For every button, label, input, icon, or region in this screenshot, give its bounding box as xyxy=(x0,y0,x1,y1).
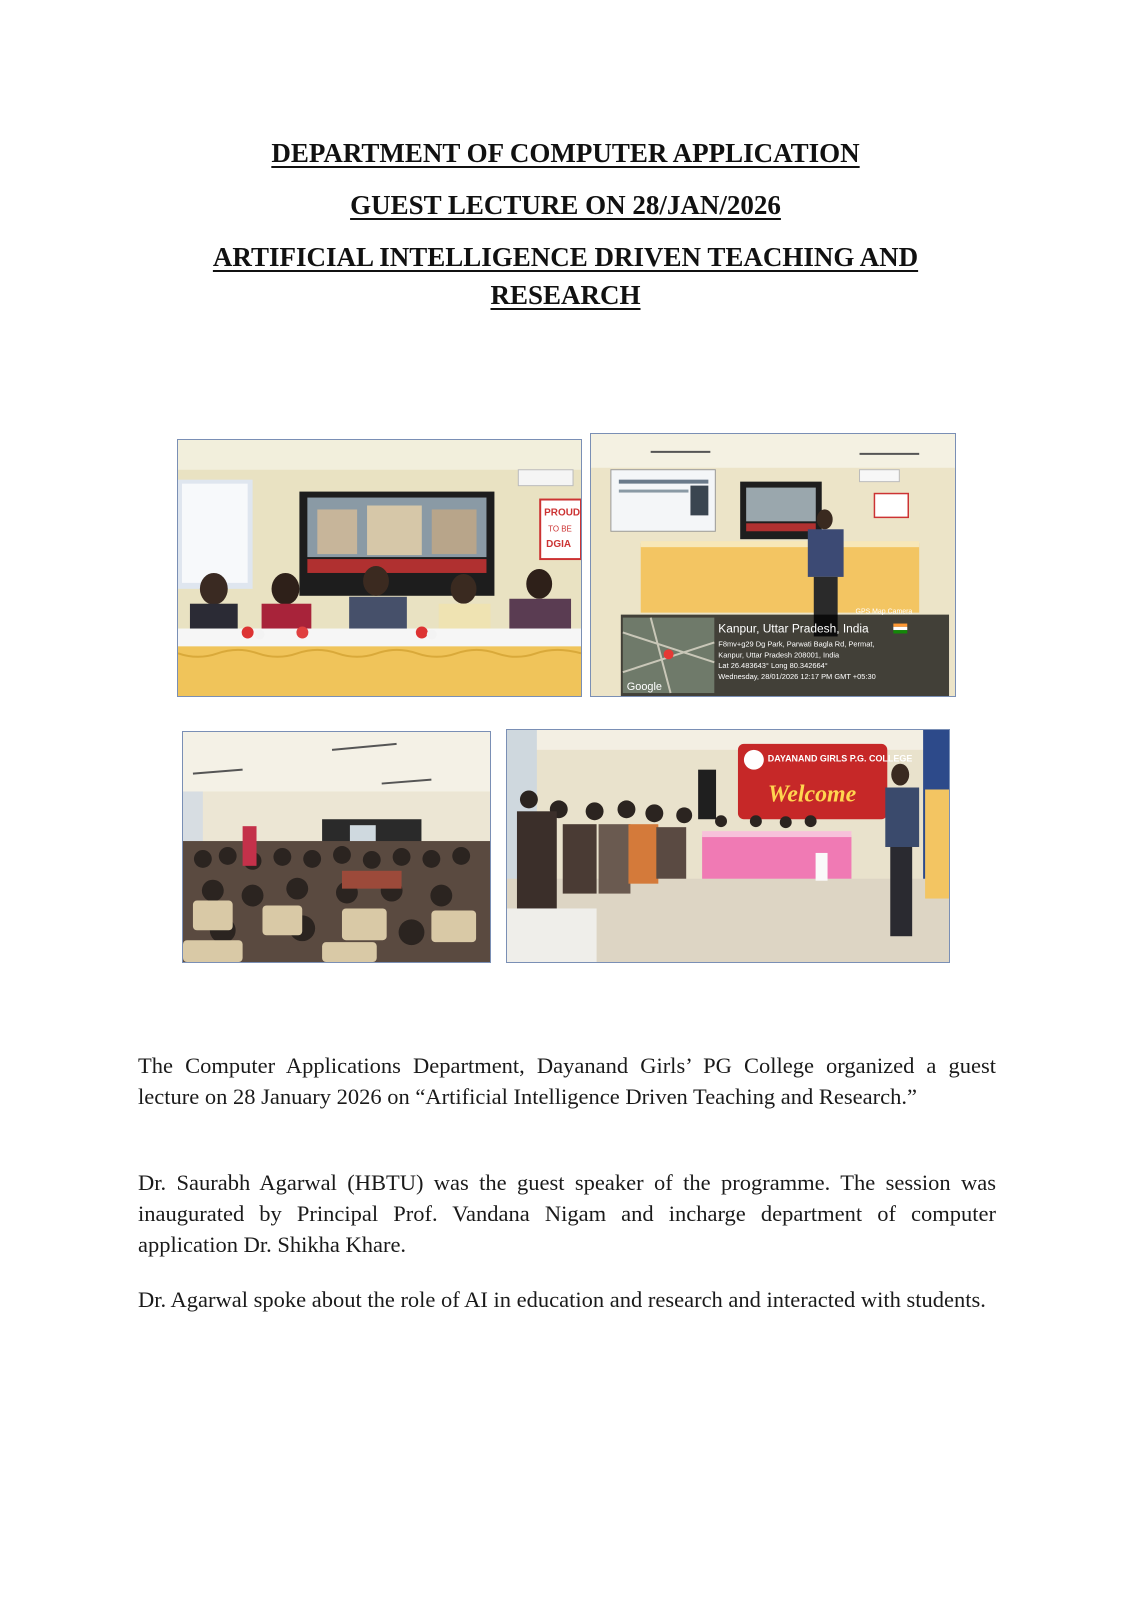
body-paragraph-interaction: Dr. Agarwal spoke about the role of AI in education and research and interacted with students. xyxy=(138,1287,986,1312)
svg-text:DGIA: DGIA xyxy=(546,539,572,551)
svg-text:TO BE: TO BE xyxy=(548,524,572,534)
svg-text:PROUD: PROUD xyxy=(544,507,581,519)
body-paragraph-speaker: Dr. Saurabh Agarwal (HBTU) was the guest speaker of the programme. The session was inaugurated by Principal Prof. Vandana Nigam and incharge department of computer application Dr. Shikha Khare. xyxy=(138,1170,996,1257)
geo-address-line2: Kanpur, Uttar Pradesh 208001, India xyxy=(718,650,840,660)
geo-address-line1: F8mv+g29 Dg Park, Parwati Bagla Rd, Permat, xyxy=(718,639,875,649)
photo-audience-hall xyxy=(182,731,491,963)
geo-datetime: Wednesday, 28/01/2026 12:17 PM GMT +05:30 xyxy=(718,672,876,682)
geo-city: Kanpur, Uttar Pradesh, India xyxy=(718,621,869,636)
geo-coordinates: Lat 26.483643° Long 80.342664° xyxy=(718,661,828,671)
lecture-title-heading-line1: ARTIFICIAL INTELLIGENCE DRIVEN TEACHING AND xyxy=(212,242,919,272)
camera-app-label: GPS Map Camera xyxy=(855,608,913,616)
photo-speaker-geotagged xyxy=(590,433,956,697)
map-brand-label: Google xyxy=(626,681,663,694)
photo-dais-panel xyxy=(177,439,582,697)
photo-welcome-banner xyxy=(506,729,950,963)
lecture-date-heading: GUEST LECTURE ON 28/JAN/2026 xyxy=(350,190,781,220)
department-heading: DEPARTMENT OF COMPUTER APPLICATION xyxy=(271,138,860,168)
lecture-title-heading-line2: RESEARCH xyxy=(490,280,641,310)
banner-college-name: DAYANAND GIRLS P.G. COLLEGE xyxy=(767,753,913,764)
body-paragraph-intro: The Computer Applications Department, Dayanand Girls’ PG College organized a guest lecture on 28 January 2026 on “Artificial Intelligence Driven Teaching and Research.” xyxy=(138,1053,996,1109)
banner-welcome: Welcome xyxy=(767,781,857,808)
